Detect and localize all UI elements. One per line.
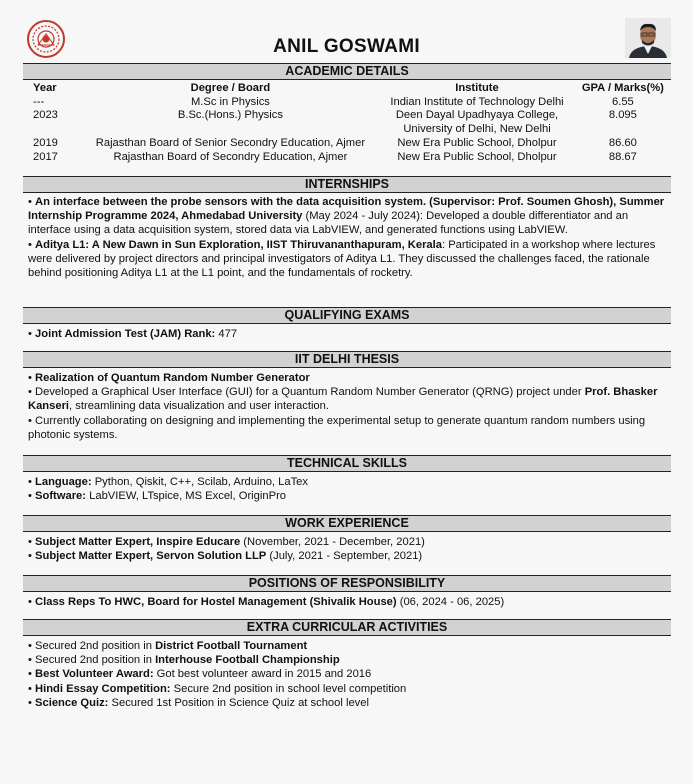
list-item: • Developed a Graphical User Interface (GUI) for a Quantum Random Number Generator (QRNG) project under Prof. Bhasker Kanseri, streamlining data visualization and user interaction. xyxy=(28,386,658,413)
cell-gpa: 8.095 xyxy=(608,109,637,122)
cell-year: 2023 xyxy=(33,109,58,122)
activity-text: Got best volunteer award in 2015 and 2016 xyxy=(153,668,372,681)
extra-content xyxy=(28,639,668,710)
list-item: • Realization of Quantum Random Number Generator xyxy=(28,372,310,384)
section-technical-skills: TECHNICAL SKILLS xyxy=(23,455,671,472)
cell-year: 2019 xyxy=(33,136,58,149)
qualifying-content xyxy=(28,327,668,341)
cell-institute: University of Delhi, New Delhi xyxy=(403,123,551,136)
list-item: • Class Reps To HWC, Board for Hostel Management (Shivalik House) (06, 2024 - 06, 2025) xyxy=(28,596,505,608)
section-academic-details: ACADEMIC DETAILS xyxy=(23,63,671,80)
skill-label: Software: xyxy=(35,490,87,503)
list-item: • Joint Admission Test (JAM) Rank: 477 xyxy=(28,328,238,340)
cell-gpa xyxy=(576,123,670,137)
list-item: • Secured 2nd position in Interhouse Football Championship xyxy=(28,654,340,667)
list-item: • Best Volunteer Award: Got best volunteer award in 2015 and 2016 xyxy=(28,668,372,681)
activity-title: Hindi Essay Competition: xyxy=(35,682,171,695)
cell-year: --- xyxy=(33,95,45,108)
section-internships: INTERNSHIPS xyxy=(23,176,671,193)
cell-degree: Rajasthan Board of Senior Secondry Education, Ajmer xyxy=(95,136,366,149)
cell-degree: Rajasthan Board of Secondry Education, Ajmer xyxy=(113,150,348,163)
thesis-supervisor: Prof. Bhasker Kanseri xyxy=(28,386,658,413)
internship-desc: (May 2024 - July 2024): Developed a double differentiator and an interface using a data acquisition system, stored data via LabVIEW, and generated functions using LabVIEW. xyxy=(28,210,629,237)
list-item: • Science Quiz: Secured 1st Position in Science Quiz at school level xyxy=(28,696,369,709)
table-header-row xyxy=(25,82,670,96)
skill-value: LabVIEW, LTspice, MS Excel, OriginPro xyxy=(86,490,287,503)
cell-year xyxy=(25,123,83,137)
col-degree: Degree / Board xyxy=(190,82,271,94)
activity-title: Interhouse Football Championship xyxy=(155,654,340,667)
thesis-content xyxy=(28,371,668,442)
section-thesis: IIT DELHI THESIS xyxy=(23,351,671,368)
activity-text: Secured 1st Position in Science Quiz at school level xyxy=(108,696,369,709)
work-content xyxy=(28,535,668,563)
table-row xyxy=(25,123,670,137)
list-item: • Subject Matter Expert, Inspire Educare (November, 2021 - December, 2021) xyxy=(28,536,425,548)
activity-text: Secured 2nd position in xyxy=(35,654,156,667)
skill-value: Python, Qiskit, C++, Scilab, Arduino, LaTex xyxy=(91,476,308,488)
activity-text: Secured 2nd position in xyxy=(35,640,156,652)
cell-institute: Indian Institute of Technology Delhi xyxy=(390,95,564,108)
internship-desc: : Participated in a workshop where lectures were delivered by project directors and principal investigators of Aditya L1. They discussed the challenges faced, the rationale behind positioning Aditya L1 at the L1 point, and the fundamentals of rocketry. xyxy=(28,238,656,280)
cell-gpa: 86.60 xyxy=(608,136,637,149)
list-item: • Software: LabVIEW, LTspice, MS Excel, OriginPro xyxy=(28,490,287,503)
cell-degree: B.Sc.(Hons.) Physics xyxy=(177,109,283,122)
cell-degree xyxy=(83,123,379,137)
table-row xyxy=(25,151,670,165)
cell-year: 2017 xyxy=(33,150,58,163)
section-extra-curricular: EXTRA CURRICULAR ACTIVITIES xyxy=(23,619,671,636)
cell-institute: New Era Public School, Dholpur xyxy=(397,150,557,163)
cell-gpa: 6.55 xyxy=(611,95,634,108)
thesis-desc: Currently collaborating on designing and implementing the experimental setup to generate quantum random numbers using photonic systems. xyxy=(28,414,646,441)
list-item: • Subject Matter Expert, Servon Solution LLP (July, 2021 - September, 2021) xyxy=(28,550,423,563)
cell-degree: M.Sc in Physics xyxy=(190,95,270,108)
thesis-desc-tail: , streamlining data visualization and user interaction. xyxy=(69,400,329,413)
academic-table xyxy=(25,82,670,164)
positions-content xyxy=(28,595,668,609)
activity-title: Science Quiz: xyxy=(35,696,109,709)
col-year: Year xyxy=(33,82,57,94)
list-item: • Secured 2nd position in District Football Tournament xyxy=(28,640,308,652)
list-item: • An interface between the probe sensors with the data acquisition system. (Supervisor: Prof. Soumen Ghosh), Summer Internship Programme 2024, Ahmedabad University (May 2024 - July 2024): Developed a double differentiator and an interface using a data acquisition system, stored data via LabVIEW, and generated functions using LabVIEW. xyxy=(28,196,665,237)
thesis-title: Realization of Quantum Random Number Generator xyxy=(35,372,310,384)
activity-text: Secure 2nd position in school level competition xyxy=(170,682,407,695)
table-row xyxy=(25,137,670,151)
section-qualifying-exams: QUALIFYING EXAMS xyxy=(23,307,671,324)
cell-gpa: 88.67 xyxy=(608,150,637,163)
table-row xyxy=(25,109,670,123)
section-positions: POSITIONS OF RESPONSIBILITY xyxy=(23,575,671,592)
thesis-desc: Developed a Graphical User Interface (GUI) for a Quantum Random Number Generator (QRNG) project under xyxy=(35,386,585,399)
cell-institute: New Era Public School, Dholpur xyxy=(397,136,557,149)
work-title: Subject Matter Expert, Servon Solution LLP xyxy=(35,550,267,563)
list-item: • Language: Python, Qiskit, C++, Scilab, Arduino, LaTex xyxy=(28,476,308,488)
candidate-name: ANIL GOSWAMI xyxy=(273,36,420,57)
table-row xyxy=(25,96,670,110)
position-title: Class Reps To HWC, Board for Hostel Management (Shivalik House) xyxy=(35,596,397,608)
exam-value: 477 xyxy=(215,328,238,340)
work-dates: (November, 2021 - December, 2021) xyxy=(240,536,425,548)
skill-label: Language: xyxy=(35,476,92,488)
position-dates: (06, 2024 - 06, 2025) xyxy=(396,596,505,608)
activity-title: Best Volunteer Award: xyxy=(35,668,154,681)
list-item: • Hindi Essay Competition: Secure 2nd position in school level competition xyxy=(28,682,407,695)
cell-institute: Deen Dayal Upadhyaya College, xyxy=(395,109,559,122)
work-title: Subject Matter Expert, Inspire Educare xyxy=(35,536,241,548)
list-item: • Aditya L1: A New Dawn in Sun Exploration, IIST Thiruvananthapuram, Kerala: Participated in a workshop where lectures were delivered by project directors and principal investigators of Aditya L1. They discussed the challenges faced, the rationale behind positioning Aditya L1 at the L1 point, and the fundamentals of rocketry. xyxy=(28,238,656,280)
section-work-experience: WORK EXPERIENCE xyxy=(23,515,671,532)
list-item: • Currently collaborating on designing and implementing the experimental setup to generate quantum random numbers using photonic systems. xyxy=(28,414,646,441)
activity-title: District Football Tournament xyxy=(155,640,308,652)
internships-content xyxy=(28,195,668,280)
work-dates: (July, 2021 - September, 2021) xyxy=(266,550,423,563)
internship-title: An interface between the probe sensors with the data acquisition system. (Supervisor: Prof. Soumen Ghosh), Summer Internship Programme 2024, Ahmedabad University xyxy=(28,196,665,223)
skills-content xyxy=(28,475,668,503)
col-gpa: GPA / Marks(%) xyxy=(581,82,664,94)
internship-title: Aditya L1: A New Dawn in Sun Exploration, IIST Thiruvananthapuram, Kerala xyxy=(35,238,442,251)
exam-label: Joint Admission Test (JAM) Rank: xyxy=(35,328,216,340)
col-institute: Institute xyxy=(455,82,499,94)
